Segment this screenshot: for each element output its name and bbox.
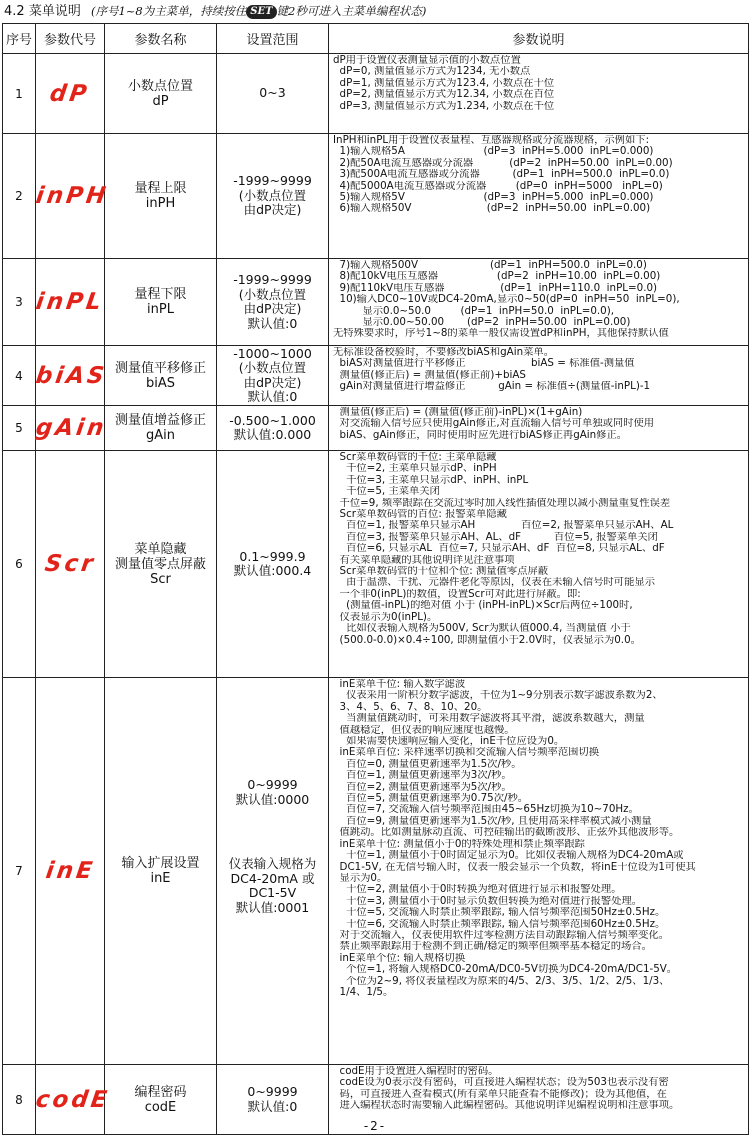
- description-line: DC1-5V, 在无信号输入时，仪表一般会显示一个负数，将inE十位设为1可使其: [333, 861, 696, 873]
- description-line: 6)输入规格50V (dP=2 inPH=50.00 inPL=0.00): [333, 203, 651, 215]
- description-line: inE菜单十位: 测量值小于0的特殊处理和禁止频率跟踪: [333, 838, 585, 850]
- range-line: -0.500~1.000: [229, 412, 316, 428]
- range-line: 0.1~999.9: [239, 548, 306, 564]
- column-header: 序号: [3, 24, 36, 54]
- description-line: 由于温漂、干扰、元器件老化等原因，仪表在未输入信号时可能显示: [333, 577, 655, 589]
- table-row: [3, 678, 749, 1065]
- description-line: 百位=6, 只显示AL 百位=7, 只显示AH、dF 百位=8, 只显示AL、dF: [333, 543, 665, 555]
- description-line: InPH和inPL用于设置仪表量程、互感器规格或分流器规格，示例如下:: [333, 135, 650, 146]
- description-line: 百位=1, 测量值更新速率为3次/秒。: [333, 770, 512, 782]
- range-line: 默认值:0000: [235, 791, 310, 807]
- table-row: [3, 259, 749, 346]
- param-name-line: 量程下限: [134, 287, 187, 302]
- description-line: 百位=0, 测量值更新速率为1.5次/秒。: [333, 758, 522, 770]
- description-line: 千位=3, 主菜单只显示dP、inPH、inPL: [333, 474, 529, 486]
- param-name-line: biAS: [145, 375, 175, 391]
- description-line: 比如仪表输入规格为500V, Scr为默认值000.4, 当测量值 小于: [333, 623, 631, 635]
- param-name-line: inE: [150, 871, 171, 886]
- param-name-line: 测量值增益修正: [114, 413, 206, 428]
- param-code-cell: [36, 451, 105, 678]
- section-number: 4.2: [4, 4, 25, 19]
- description-line: 十位=6, 交流输入时禁止频率跟踪, 输入信号频率范围60Hz±0.5Hz。: [333, 918, 666, 930]
- range-line: DC1-5V: [248, 885, 297, 900]
- description-line: dP=1, 测量值显示方式为123.4, 小数点在十位: [333, 77, 555, 89]
- table-header: [3, 24, 749, 54]
- description-line: 值跳动。比如测量脉动直流、可控硅输出的截断波形、正弦外其他波形等。: [333, 827, 680, 839]
- description-line: 无特殊要求时，序号1~8的菜单一般仅需设置dP和inPH，其他保持默认值: [333, 328, 669, 340]
- range-line: DC4-20mA 或: [230, 870, 315, 886]
- description-line: 百位=7, 交流输入信号频率范围由45~65Hz切换为10~70Hz。: [333, 804, 639, 816]
- table-row: [3, 406, 749, 451]
- param-name-line: 量程上限: [134, 181, 187, 196]
- range-line: -1999~9999: [233, 272, 312, 287]
- description-cell: [329, 678, 749, 1065]
- description-line: 显示0.0~50.0 (dP=1 inPH=50.0 inPL=0.0),: [333, 305, 614, 317]
- range-line: (小数点位置: [238, 360, 307, 375]
- section-note: (序号1~8为主菜单，持续按住 SET 键2秒可进入主菜单编程状态): [90, 4, 427, 18]
- section-heading: [4, 0, 426, 22]
- setting-range-cell: [217, 54, 329, 134]
- description-line: 个位为2~9, 将仪表量程改为原来的4/5、2/3、3/5、1/2、2/5、1/3、: [333, 975, 670, 987]
- description-line: 禁止频率跟踪用于检测不到正确/稳定的频率但频率基本稳定的场合。: [333, 941, 652, 953]
- description-line: 十位=5, 交流输入时禁止频率跟踪, 输入信号频率范围50Hz±0.5Hz。: [333, 907, 666, 919]
- description-line: Scr菜单数码管的百位: 报警菜单隐藏: [333, 509, 507, 521]
- range-group-dc-input: [217, 857, 328, 915]
- description-cell: [329, 346, 749, 406]
- description-cell: [329, 54, 749, 134]
- description-line: 1)输入规格5A (dP=3 inPH=5.000 inPL=0.000): [333, 146, 654, 158]
- description-line: dP=0, 测量值显示方式为1234, 无小数点: [333, 66, 531, 78]
- range-line: (小数点位置: [238, 286, 307, 302]
- description-line: 5)输入规格5V (dP=3 inPH=5.000 inPL=0.000): [333, 192, 654, 204]
- table-row: [3, 134, 749, 259]
- setting-range-cell: [217, 346, 329, 406]
- description-line: 4)配5000A电流互感器或分流器 (dP=0 inPH=5000 inPL=0): [333, 180, 663, 192]
- description-line: dP=3, 测量值显示方式为1.234, 小数点在千位: [333, 100, 555, 112]
- range-line: 默认值:0: [247, 389, 298, 404]
- row-number: 8: [3, 1065, 36, 1135]
- seven-segment-code: inPH: [34, 183, 111, 209]
- description-line: 百位=5, 测量值更新速率为0.75次/秒。: [333, 793, 529, 805]
- description-line: 进入编程状态时需要输入此编程密码。其他说明详见编程说明和注意事项。: [333, 1100, 680, 1112]
- description-line: 仪表采用一阶积分数字滤波，千位为1~9分别表示数字滤波系数为2、: [333, 690, 663, 702]
- range-line: 由dP决定): [243, 374, 302, 390]
- description-line: 千位=2, 主菜单只显示dP、inPH: [333, 463, 497, 475]
- description-line: Scr菜单数码管的十位和个位: 测量值零点屏蔽: [333, 566, 549, 578]
- row-number: 5: [3, 406, 36, 451]
- range-line: -1000~1000: [233, 345, 312, 361]
- description-cell: [329, 451, 749, 678]
- description-line: 10)输入DC0~10V或DC4-20mA,显示0~50(dP=0 inPH=50 inPL=0),: [333, 294, 680, 306]
- description-line: 一个非0(inPL)的数值，设置Scr可对此进行屏蔽。即:: [333, 588, 581, 600]
- param-name-line: codE: [144, 1099, 177, 1115]
- param-name-line: inPH: [145, 196, 176, 211]
- set-key-icon: SET: [246, 5, 276, 19]
- param-name-line: 小数点位置: [127, 78, 193, 94]
- description-line: 3、4、5、6、7、8、10、20。: [333, 701, 488, 713]
- range-line: -1999~9999: [233, 173, 312, 189]
- description-line: 测量值(修正后) = 测量值(修正前)+biAS: [333, 369, 526, 381]
- param-name-line: gAin: [146, 428, 175, 443]
- setting-range-cell: [217, 259, 329, 346]
- param-name-line: 测量值零点屏蔽: [114, 556, 206, 572]
- description-line: 百位=3, 报警菜单只显示AH、AL、dF 百位=5, 报警菜单关闭: [333, 531, 658, 543]
- description-cell: [329, 259, 749, 346]
- description-line: 百位=2, 测量值更新速率为5次/秒。: [333, 781, 512, 793]
- description-line: 8)配10kV电压互感器 (dP=2 inPH=10.00 inPL=0.00): [333, 271, 661, 283]
- param-name-line: dP: [152, 93, 169, 109]
- description-line: 无标准设备校验时，不要修改biAS和gAin菜单。: [333, 347, 554, 358]
- range-line: 默认值:000.4: [233, 563, 312, 578]
- setting-range-cell: [217, 678, 329, 1065]
- seven-segment-code: Scr: [42, 551, 98, 577]
- description-line: 对交流输入信号应只使用gAin修正,对直流输入信号可单独或同时使用: [333, 418, 655, 430]
- seven-segment-code: biAS: [34, 362, 109, 389]
- description-line: dP=2, 测量值显示方式为12.34, 小数点在百位: [333, 89, 555, 101]
- row-number: 6: [3, 451, 36, 678]
- column-header: 参数说明: [329, 24, 749, 54]
- param-code-cell: [34, 134, 111, 259]
- description-line: 十位=3, 测量值小于0时显示负数但转换为绝对值进行报警处理。: [333, 895, 643, 907]
- description-line: biAS对测量值进行平移修正 biAS = 标准值-测量值: [333, 358, 635, 370]
- description-line: 显示为0。: [333, 872, 388, 884]
- range-line: 默认值:0001: [235, 899, 310, 915]
- param-name-line: 菜单隐藏: [134, 541, 187, 557]
- param-name-line: 编程密码: [134, 1084, 187, 1100]
- range-line: 默认值:0: [247, 1098, 298, 1114]
- description-line: 个位=1, 将输入规格DC0-20mA/DC0-5V切换为DC4-20mA/DC1-5V。: [333, 964, 678, 976]
- row-number: 3: [3, 259, 36, 346]
- description-line: codE用于设置进入编程时的密码。: [333, 1066, 499, 1077]
- range-line: 0~9999: [247, 777, 298, 792]
- description-line: (500.0-0.0)×0.4÷100, 即测量值小于2.0V时，仪表显示为0.0。: [333, 634, 641, 646]
- table-row: [3, 346, 749, 406]
- description-line: 仪表显示为0(inPL)。: [333, 611, 438, 623]
- description-line: codE设为0表示没有密码，可直接进入编程状态；设为503也表示没有密: [333, 1077, 669, 1089]
- range-line: 0~3: [259, 85, 286, 101]
- param-name-cell: [105, 54, 217, 134]
- description-line: Scr菜单数码管的千位: 主菜单隐藏: [333, 452, 497, 463]
- param-name-line: Scr: [150, 571, 171, 587]
- row-number: 7: [3, 678, 36, 1065]
- column-header: 参数代号: [36, 24, 105, 54]
- setting-range-cell: [217, 406, 329, 451]
- setting-range-cell: [217, 134, 329, 259]
- param-name-line: 输入扩展设置: [121, 856, 200, 871]
- description-line: 测量值(修正后) = (测量值(修正前)-inPL)×(1+gAin): [333, 407, 583, 418]
- param-name-cell: [105, 406, 217, 451]
- description-line: 百位=9, 测量值更新速率为1.5次/秒, 且使用高采样率模式减小测量: [333, 815, 652, 827]
- description-line: biAS、gAin修正，同时使用时应先进行biAS修正再gAin修正。: [333, 429, 628, 441]
- table-row: [3, 451, 749, 678]
- range-line: 0~9999: [247, 1084, 298, 1099]
- param-code-cell: [36, 678, 105, 1065]
- param-name-line: 测量值平移修正: [114, 360, 206, 376]
- setting-range-cell: [217, 451, 329, 678]
- column-header: 设置范围: [217, 24, 329, 54]
- range-line: (小数点位置: [238, 187, 307, 203]
- description-line: inE菜单个位: 输入规格切换: [333, 952, 466, 964]
- description-line: 9)配110kV电压互感器 (dP=1 inPH=110.0 inPL=0.0): [333, 282, 658, 294]
- menu-table: [2, 23, 749, 1135]
- param-code-cell: [36, 54, 105, 134]
- column-header: 参数名称: [105, 24, 217, 54]
- description-line: gAin对测量值进行增益修正 gAin = 标准值÷(测量值-inPL)-1: [333, 381, 651, 393]
- description-cell: [329, 406, 749, 451]
- param-name-line: inPL: [147, 302, 174, 317]
- description-line: 千位=9, 频率跟踪在交流过零时加入线性插值处理以减小测量重复性误差: [333, 497, 671, 509]
- range-line: 默认值:0.000: [233, 427, 312, 442]
- range-group-general: [217, 778, 328, 807]
- description-line: 7)输入规格500V (dP=1 inPH=500.0 inPL=0.0): [333, 260, 647, 271]
- row-number: 4: [3, 346, 36, 406]
- page-number: -2-: [363, 1119, 387, 1133]
- description-line: inE菜单千位: 输入数字滤波: [333, 679, 466, 690]
- description-line: 有关菜单隐藏的其他说明详见注意事项: [333, 554, 515, 566]
- param-name-cell: [105, 678, 217, 1065]
- param-code-cell: [34, 406, 109, 451]
- description-line: (测量值-inPL)的绝对值 小于 (inPH-inPL)×Scr后两位÷100时,: [333, 600, 633, 612]
- description-line: 2)配50A电流互感器或分流器 (dP=2 inPH=50.00 inPL=0.00): [333, 157, 673, 169]
- description-line: 码，可直接进入查看模式(所有菜单只能查看不能修改)；设为其他值，在: [333, 1088, 667, 1100]
- description-line: 十位=1, 测量值小于0时固定显示为0。比如仪表输入规格为DC4-20mA或: [333, 850, 684, 862]
- seven-segment-code: inPL: [34, 289, 106, 315]
- description-line: 十位=2, 测量值小于0时转换为绝对值进行显示和报警处理。: [333, 884, 622, 896]
- range-line: 仪表输入规格为: [228, 856, 317, 871]
- section-title: 菜单说明: [28, 4, 81, 19]
- range-line: 由dP决定): [243, 202, 302, 218]
- description-line: 百位=1, 报警菜单只显示AH 百位=2, 报警菜单只显示AH、AL: [333, 520, 674, 532]
- description-line: 千位=5, 主菜单关闭: [333, 486, 440, 498]
- seven-segment-code: gAin: [34, 415, 109, 441]
- description-line: 3)配500A电流互感器或分流器 (dP=1 inPH=500.0 inPL=0.0): [333, 169, 670, 181]
- description-line: 值越稳定，但仪表的响应速度也越慢。: [333, 724, 515, 736]
- table-row: [3, 54, 749, 134]
- row-number: 1: [3, 54, 36, 134]
- description-line: 显示0.00~50.00 (dP=2 inPH=50.00 inPL=0.00): [333, 317, 631, 329]
- param-code-cell: [36, 259, 105, 346]
- param-name-cell: [105, 346, 217, 406]
- description-line: 当测量值跳动时，可采用数字滤波将其平滑，滤波系数越大，测量: [333, 713, 645, 725]
- description-cell: [329, 134, 749, 259]
- description-line: inE菜单百位: 采样速率切换和交流输入信号频率范围切换: [333, 747, 600, 759]
- description-line: 1/4、1/5。: [333, 986, 394, 998]
- description-line: 对于交流输入，仪表使用软件过零检测方法自动跟踪输入信号频率变化。: [333, 929, 670, 941]
- param-name-cell: [105, 451, 217, 678]
- seven-segment-code: dP: [48, 80, 92, 107]
- seven-segment-code: codE: [34, 1086, 112, 1113]
- param-name-cell: [105, 134, 217, 259]
- range-line: 默认值:0: [247, 315, 298, 331]
- row-number: 2: [3, 134, 36, 259]
- description-line: 如果需要快速响应输入变化，inE千位应设为0。: [333, 736, 565, 748]
- description-line: dP用于设置仪表测量显示值的小数点位置: [333, 55, 521, 66]
- range-line: 由dP决定): [243, 301, 302, 316]
- param-code-cell: [34, 346, 109, 406]
- param-name-cell: [105, 259, 217, 346]
- seven-segment-code: inE: [43, 858, 97, 884]
